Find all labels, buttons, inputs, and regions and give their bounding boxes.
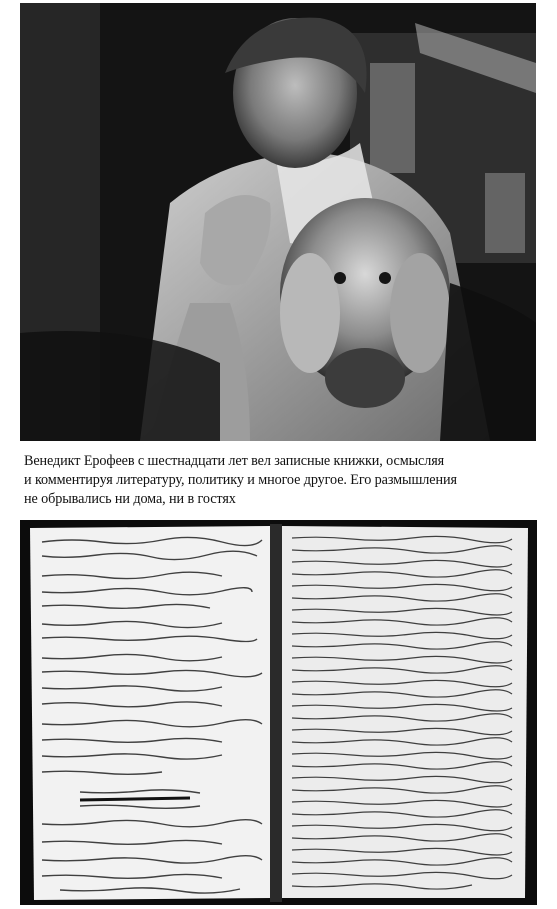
notebook-illustration (20, 520, 537, 905)
portrait-photo (20, 3, 536, 441)
caption-line-3: не обрывались ни дома, ни в гостях (24, 491, 236, 507)
portrait-illustration (20, 3, 536, 441)
caption-line-2: и комментируя литературу, политику и многое другое. Его размышления (24, 472, 457, 488)
caption-line-1: Венедикт Ерофеев с шестнадцати лет вел записные книжки, осмысляя (24, 453, 445, 469)
notebook-photo (20, 520, 537, 905)
photo-caption (24, 452, 539, 509)
